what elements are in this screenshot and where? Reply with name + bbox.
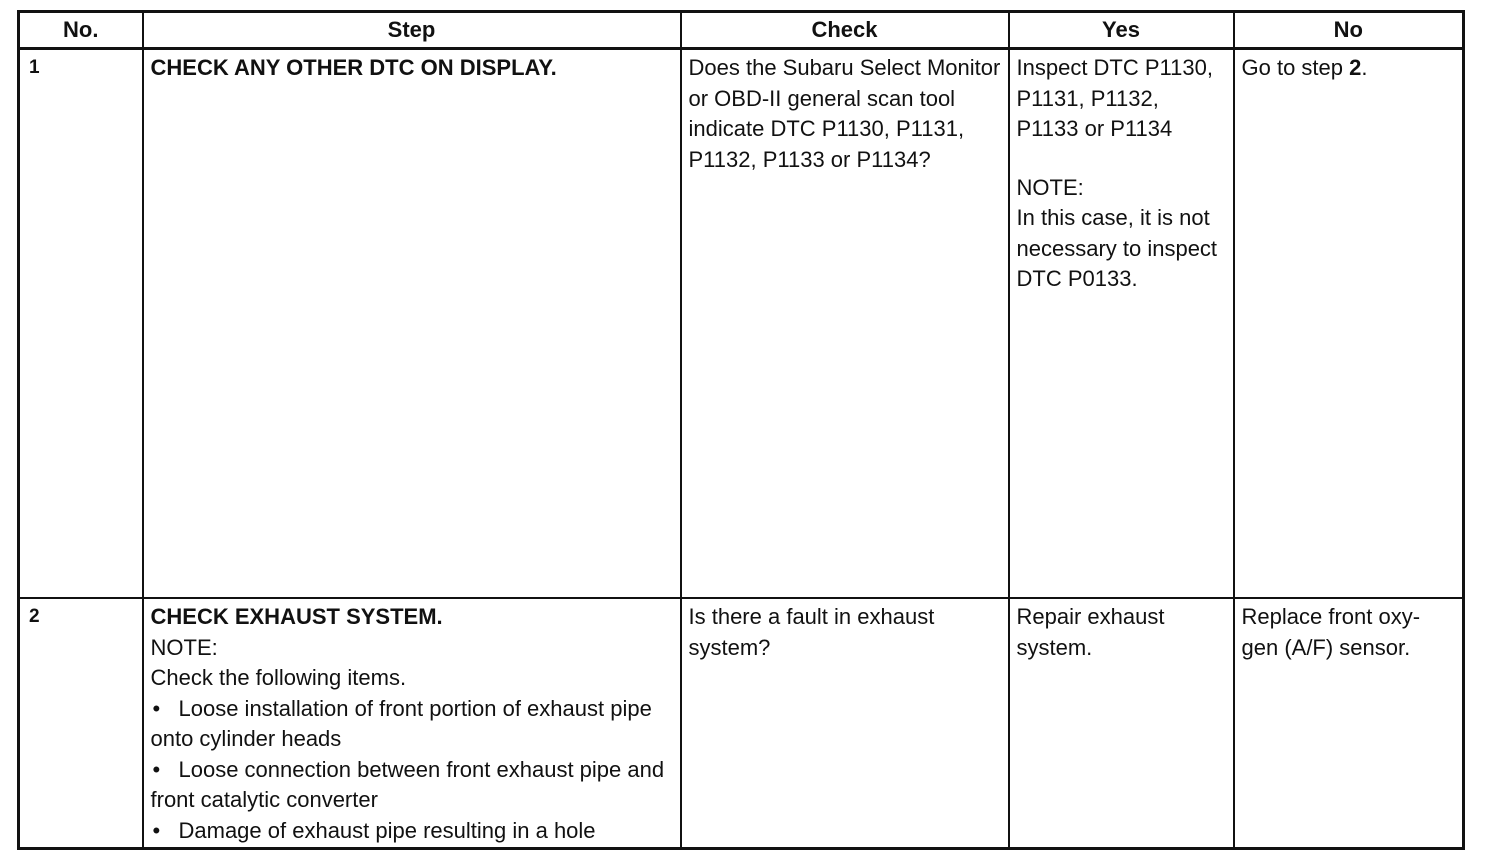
header-no-result: No: [1234, 12, 1464, 49]
list-item: • Loose installation of front portion of exhaust pipe onto cylinder heads: [151, 694, 674, 755]
step-number: 2: [19, 598, 143, 849]
step-title: CHECK ANY OTHER DTC ON DISPLAY.: [150, 55, 557, 80]
no-cell: [1234, 598, 1464, 849]
header-row: [19, 12, 1464, 49]
yes-cell: [1009, 49, 1234, 599]
step-number: 1: [19, 49, 143, 599]
no-action-prefix: Go to step: [1241, 55, 1350, 80]
check-cell: [681, 49, 1009, 599]
step-note-label: NOTE:: [150, 634, 218, 660]
table-row: [19, 598, 1464, 849]
check-question: Is there a fault in exhaust system?: [688, 604, 935, 660]
no-cell: [1234, 49, 1464, 599]
step-title: CHECK EXHAUST SYSTEM.: [150, 604, 443, 629]
check-cell: [681, 598, 1009, 849]
table-row: [19, 49, 1464, 599]
header-no: No.: [19, 12, 143, 49]
yes-cell: [1009, 598, 1234, 849]
no-action-step: 2: [1349, 55, 1362, 80]
list-item: • Damage of exhaust pipe resulting in a hole: [151, 816, 674, 847]
step-cell: [143, 49, 681, 599]
yes-action: Inspect DTC P1130, P1131, P1132, P1133 or P1134: [1016, 55, 1213, 141]
check-question: Does the Subaru Select Monitor or OBD-II general scan tool indicate DTC P1130, P1131, P1132, P1133 or P1134?: [688, 55, 1001, 172]
header-step: Step: [143, 12, 681, 49]
table-header: [19, 12, 1464, 49]
yes-note-label: NOTE:: [1016, 174, 1084, 200]
list-item: • Loose connection between front exhaust pipe and front catalytic converter: [151, 755, 674, 816]
diagnostic-table: [17, 10, 1465, 850]
yes-action: Repair exhaust system.: [1016, 604, 1165, 660]
no-action: Replace front oxy-gen (A/F) sensor.: [1241, 604, 1421, 660]
header-check: Check: [681, 12, 1009, 49]
step-note-intro: Check the following items.: [150, 665, 407, 690]
header-yes: Yes: [1009, 12, 1234, 49]
no-action-suffix: .: [1361, 55, 1368, 80]
yes-note-text: In this case, it is not necessary to inspect DTC P0133.: [1016, 205, 1218, 291]
step-cell: [143, 598, 681, 849]
